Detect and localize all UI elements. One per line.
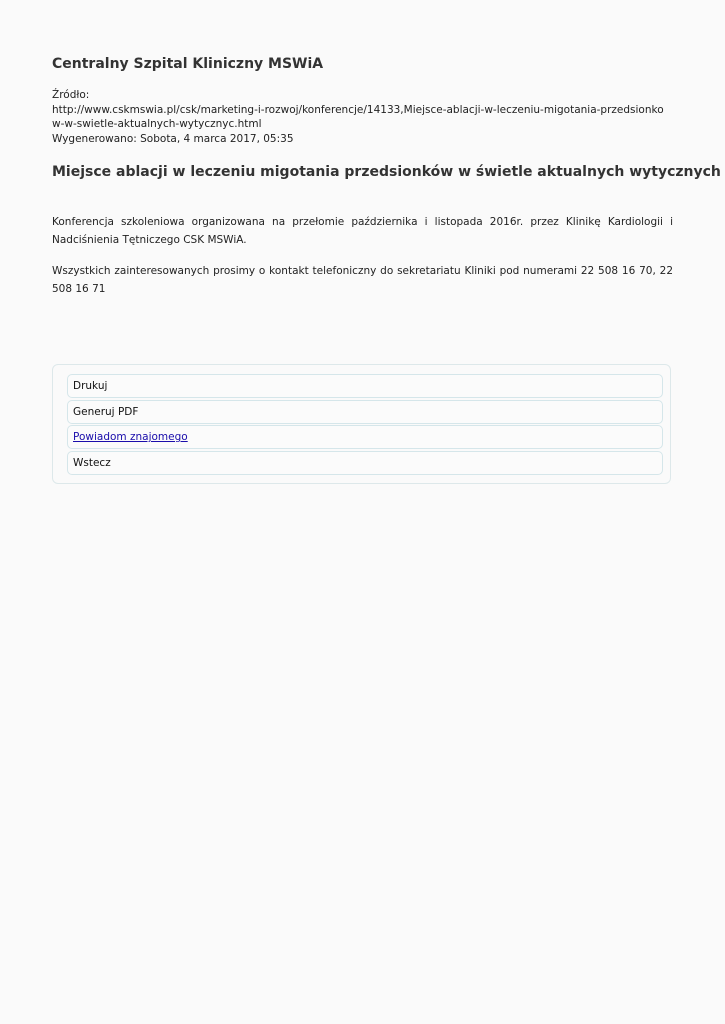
generated-timestamp: Wygenerowano: Sobota, 4 marca 2017, 05:35 [52,132,294,145]
source-url: http://www.cskmswia.pl/csk/marketing-i-rozwoj/konferencje/14133,Miejsce-ablacji-w-leczeniu-migotania-przedsionkow-w-swietle-aktualnych-wytycznyc.html [52,103,664,130]
generate-pdf-button[interactable]: Generuj PDF [67,400,663,424]
actions-list [67,374,663,476]
notify-friend-link[interactable]: Powiadom znajomego [73,431,188,444]
article-paragraph: Wszystkich zainteresowanych prosimy o kontakt telefoniczny do sekretariatu Kliniki pod numerami 22 508 16 70, 22 508 16 71 [52,265,673,295]
notify-friend-item[interactable] [67,425,663,449]
source-label: Źródło: [52,89,90,101]
source-info [52,88,673,146]
actions-panel [52,364,671,484]
article-title: Miejsce ablacji w leczeniu migotania przedsionków w świetle aktualnych wytycznych [52,164,721,180]
article-paragraph: Konferencja szkoleniowa organizowana na przełomie października i listopada 2016r. przez Klinikę Kardiologii i Nadciśnienia Tętniczego CSK MSWiA. [52,216,673,246]
print-button[interactable]: Drukuj [67,374,663,398]
back-button[interactable]: Wstecz [67,451,663,475]
site-title: Centralny Szpital Kliniczny MSWiA [52,56,324,72]
